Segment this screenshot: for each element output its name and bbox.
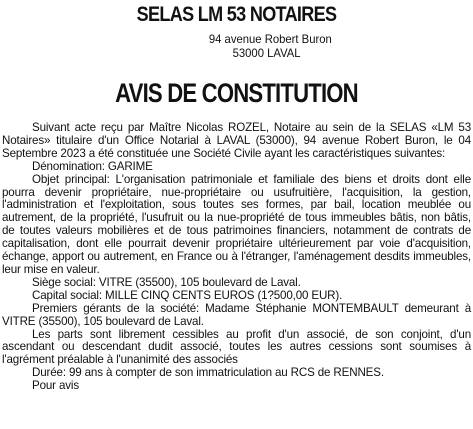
paragraph-object: Objet principal: L'organisation patrimoniale et familiale des biens et droits dont elle pourra devenir propriétaire, nue-propriétaire ou usufruitière, l'acquisition, la gestion, l'administration et l'exploitation, sous toutes ses formes, par bail, location meublée ou autrement, de la propriété, l'usufruit ou la nue-propriété de tous immeubles bâtis, non bâtis, de toutes valeurs mobilières et de tous patrimoines financiers, notamment de contrats de capitalisation, dont elle pourrait devenir propriétaire ultérieurement par voie d'acquisition, échange, apport ou autrement, en France ou à l'étranger, l'aménagement desdits immeubles, leur mise en valeur.: [2, 172, 471, 276]
paragraph-duration: Durée: 99 ans à compter de son immatriculation au RCS de RENNES.: [32, 366, 384, 380]
notice-title: AVIS DE CONSTITUTION: [115, 78, 358, 108]
paragraph-shares: Les parts sont librement cessibles au profit d'un associé, de son conjoint, d'un ascendant ou descendant dudit associé, toutes les autres cessions sont soumises à l'agrément préalable à l'unanimité des associés: [2, 327, 471, 367]
notice-body: [2, 122, 471, 393]
firm-address-city: 53000 LAVAL: [232, 46, 301, 60]
paragraph-intro: Suivant acte reçu par Maître Nicolas ROZEL, Notaire au sein de la SELAS «LM 53 Notaires» titulaire d'un Office Notarial à LAVAL (53000), 94 avenue Robert Buron, le 04 Septembre 2023 a été constituée une Société Civile ayant les caractéristiques suivantes:: [2, 121, 471, 160]
paragraph-closing: Pour avis: [32, 379, 79, 393]
paragraph-managers: Premiers gérants de la société: Madame Stéphanie MONTEMBAULT demeurant à VITRE (35500), 105 boulevard de Laval.: [2, 301, 471, 328]
paragraph-capital: Capital social: MILLE CINQ CENTS EUROS (1?500,00 EUR).: [32, 288, 343, 302]
firm-name: SELAS LM 53 NOTAIRES: [136, 3, 337, 26]
paragraph-denomination: Dénomination: GARIME: [32, 159, 153, 173]
paragraph-head-office: Siège social: VITRE (35500), 105 boulevard de Laval.: [32, 275, 301, 289]
firm-address-street: 94 avenue Robert Buron: [208, 32, 332, 46]
